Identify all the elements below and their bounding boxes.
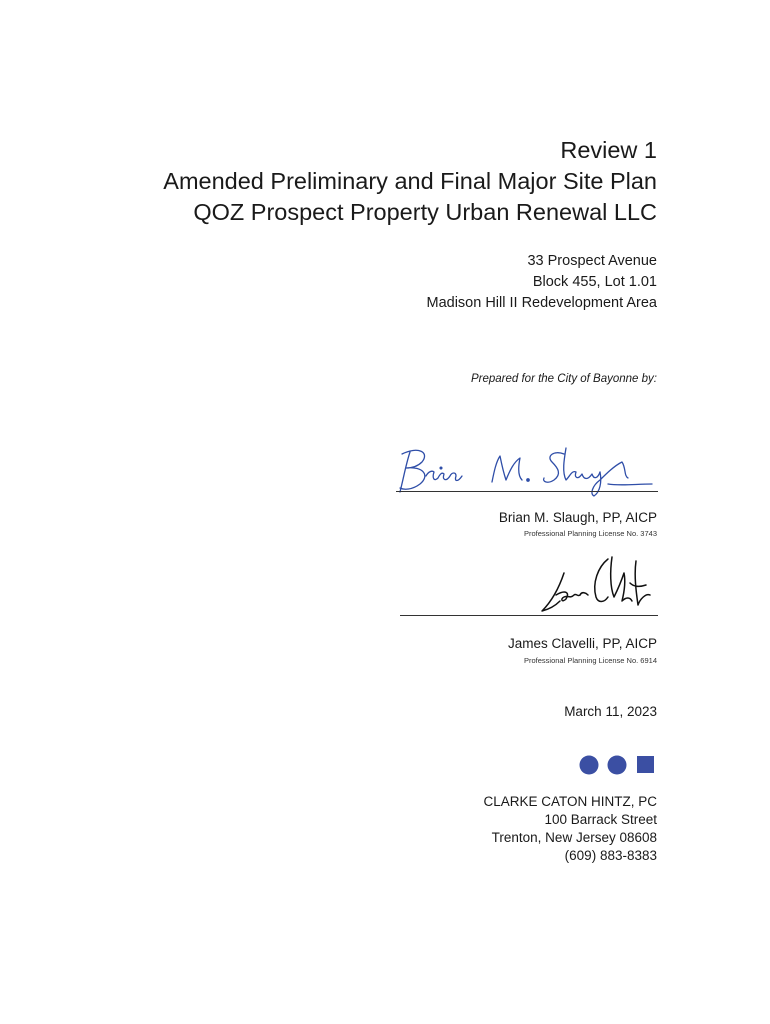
- signer-1-license: Professional Planning License No. 3743: [523, 529, 657, 538]
- signature-line-2: [400, 615, 658, 616]
- firm-street: 100 Barrack Street: [544, 812, 657, 827]
- address-area: Madison Hill II Redevelopment Area: [426, 295, 657, 311]
- circle-circle-square-logo-icon: [578, 755, 658, 775]
- firm-city: Trenton, New Jersey 08608: [491, 830, 657, 845]
- address-street: 33 Prospect Avenue: [527, 253, 657, 269]
- firm-name: CLARKE CATON HINTZ, PC: [483, 794, 657, 809]
- signer-2-name: James Clavelli, PP, AICP: [507, 636, 657, 651]
- title-line-1: Review 1: [560, 137, 657, 163]
- document-date: March 11, 2023: [564, 704, 657, 719]
- signer-1-name: Brian M. Slaugh, PP, AICP: [498, 510, 657, 525]
- prepared-for: Prepared for the City of Bayonne by:: [470, 373, 657, 385]
- firm-phone: (609) 883-8383: [564, 848, 657, 863]
- signature-james-clavelli: [530, 553, 660, 619]
- signature-line-1: [396, 491, 658, 492]
- signer-2-license: Professional Planning License No. 6914: [523, 656, 657, 665]
- title-line-3: QOZ Prospect Property Urban Renewal LLC: [193, 199, 657, 225]
- address-block-lot: Block 455, Lot 1.01: [532, 274, 657, 290]
- title-line-2: Amended Preliminary and Final Major Site Plan: [163, 168, 657, 194]
